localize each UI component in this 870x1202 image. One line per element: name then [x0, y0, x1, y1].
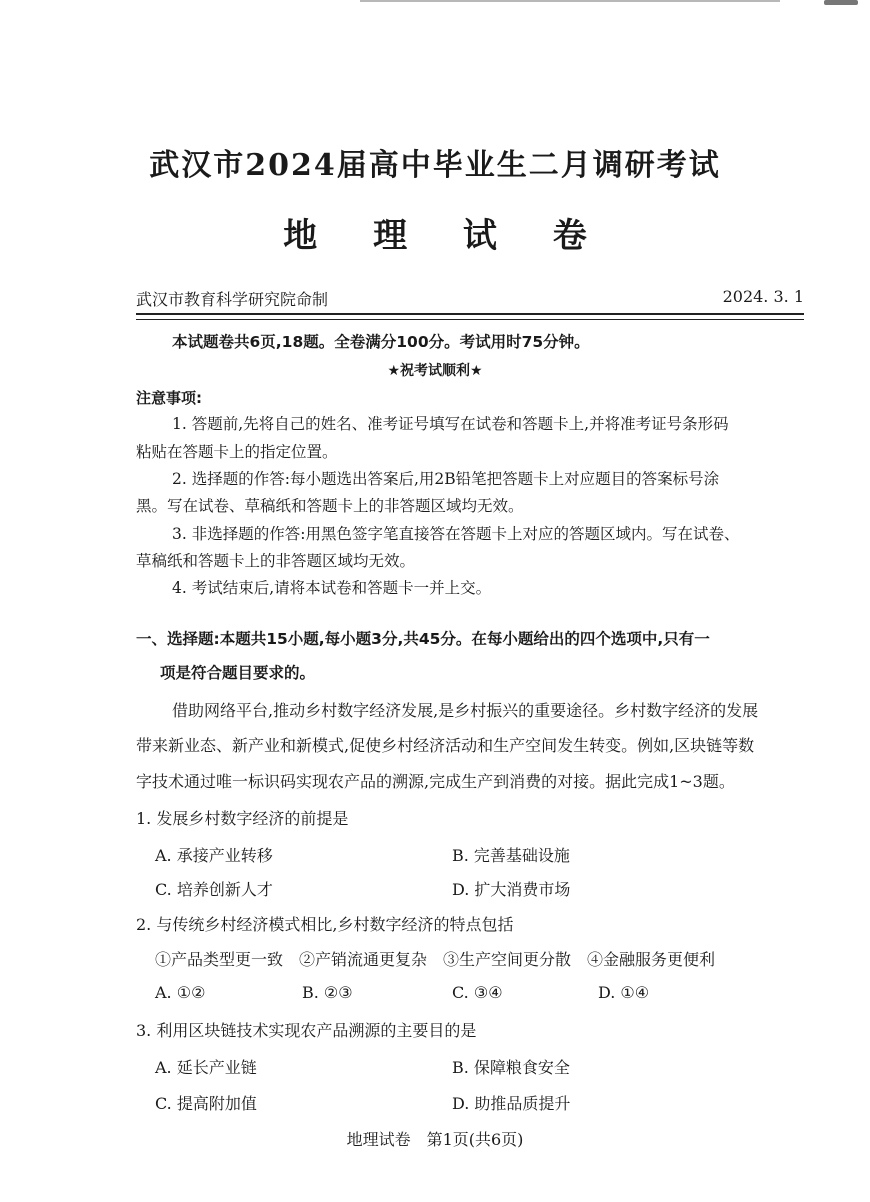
option-a: A. 承接产业转移 — [155, 846, 273, 865]
subject-title: 地 理 试 卷 — [283, 216, 609, 256]
option-b: B. 保障粮食安全 — [452, 1058, 570, 1077]
divider — [136, 313, 804, 315]
scan-artifact — [824, 0, 858, 5]
page-footer: 地理试卷 第1页(共6页) — [346, 1130, 524, 1149]
option-a: A. 延长产业链 — [155, 1058, 257, 1077]
publisher: 武汉市教育科学研究院命制 — [136, 290, 329, 309]
note-line: 粘贴在答题卡上的指定位置。 — [136, 443, 338, 461]
option-c: C. 培养创新人才 — [155, 880, 273, 899]
option-a: A. ①② — [155, 983, 206, 1002]
note-line: 草稿纸和答题卡上的非答题区域均无效。 — [136, 552, 416, 570]
question-stem: 2. 与传统乡村经济模式相比,乡村数字经济的特点包括 — [136, 915, 514, 934]
option-b: B. 完善基础设施 — [452, 846, 570, 865]
option-d: D. ①④ — [598, 983, 650, 1002]
exam-info: 本试题卷共6页,18题。全卷满分100分。考试用时75分钟。 — [172, 333, 590, 351]
option-d: D. 扩大消费市场 — [452, 880, 571, 899]
passage-line: 借助网络平台,推动乡村数字经济发展,是乡村振兴的重要途径。乡村数字经济的发展 — [172, 701, 759, 720]
question-statements: ①产品类型更一致 ②产销流通更复杂 ③生产空间更分散 ④金融服务更便利 — [155, 950, 716, 969]
note-line: 2. 选择题的作答:每小题选出答案后,用2B铅笔把答题卡上对应题目的答案标号涂 — [172, 470, 720, 488]
question-stem: 3. 利用区块链技术实现农产品溯源的主要目的是 — [136, 1021, 477, 1040]
note-line: 3. 非选择题的作答:用黑色签字笔直接答在答题卡上对应的答题区域内。写在试卷、 — [172, 525, 740, 543]
passage-line: 字技术通过唯一标识码实现农产品的溯源,完成生产到消费的对接。据此完成1~3题。 — [136, 772, 735, 791]
option-d: D. 助推品质提升 — [452, 1094, 571, 1113]
divider — [136, 319, 804, 320]
note-line: 黑。写在试卷、草稿纸和答题卡上的非答题区域均无效。 — [136, 497, 524, 515]
publisher-line — [136, 287, 804, 310]
section-heading: 一、选择题:本题共15小题,每小题3分,共45分。在每小题给出的四个选项中,只有一 — [136, 630, 710, 648]
scan-artifact — [360, 0, 780, 2]
option-c: C. 提高附加值 — [155, 1094, 257, 1113]
note-line: 4. 考试结束后,请将本试卷和答题卡一并上交。 — [172, 579, 492, 597]
option-b: B. ②③ — [302, 983, 353, 1002]
good-luck: ★祝考试顺利★ — [387, 363, 483, 379]
passage-line: 带来新业态、新产业和新模式,促使乡村经济活动和生产空间发生转变。例如,区块链等数 — [136, 736, 755, 755]
note-line: 1. 答题前,先将自己的姓名、准考证号填写在试卷和答题卡上,并将准考证号条形码 — [172, 415, 729, 433]
notes-heading: 注意事项: — [136, 389, 202, 407]
option-c: C. ③④ — [452, 983, 503, 1002]
section-heading: 项是符合题目要求的。 — [160, 664, 316, 682]
exam-title: 武汉市2024届高中毕业生二月调研考试 — [149, 148, 721, 183]
question-stem: 1. 发展乡村数字经济的前提是 — [136, 809, 349, 828]
exam-date: 2024. 3. 1 — [722, 287, 804, 306]
